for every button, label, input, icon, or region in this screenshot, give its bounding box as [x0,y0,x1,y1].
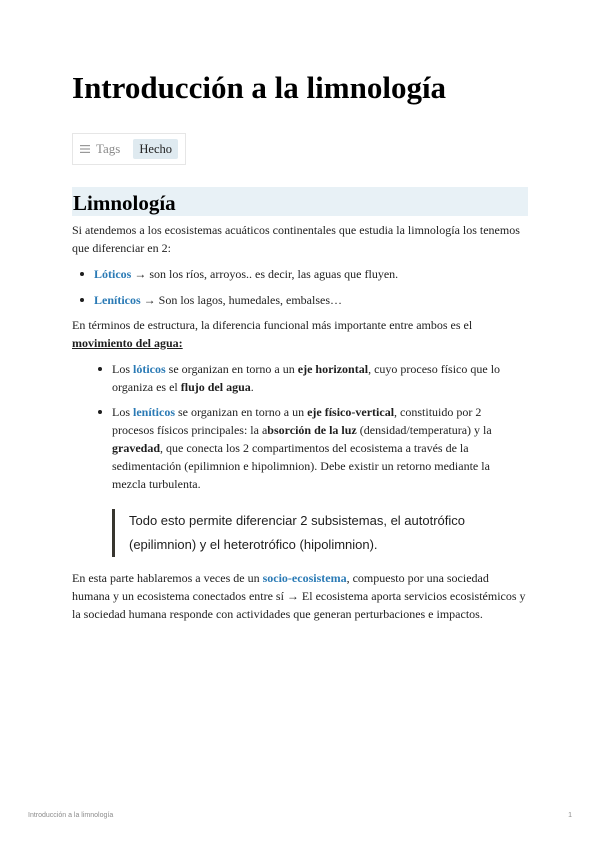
socio-ecosistema-link[interactable]: socio-ecosistema [262,571,347,585]
list-item-text: → son los ríos, arroyos.. es decir, las aguas que fluyen. [131,267,399,281]
footer-title: Introducción a la limnología [28,812,114,819]
text-fragment: , constituido por 2 procesos físicos principales: la a [112,405,482,437]
list-item [94,265,524,283]
structure-paragraph [72,316,528,352]
text-fragment: Los [112,405,133,419]
text-fragment: se organizan en torno a un [165,362,298,376]
properties-box [72,133,186,165]
underlined-text: movimiento del agua: [72,336,183,350]
bullet-dot [98,367,102,371]
text-fragment: , cuyo proceso físico que lo organiza es el [112,362,501,394]
list-item [94,291,524,309]
page-footer [28,812,572,819]
bullet-dot [98,410,102,414]
text-fragment: (densidad/temperatura) y la [356,423,492,437]
text-fragment: En esta parte hablaremos a veces de un [72,571,263,585]
bold-text: bsorción de la luz [267,423,357,437]
page-title: Introducción a la limnología [72,70,447,105]
bold-text: eje horizontal [297,362,369,376]
list-item-text: → Son los lagos, humedales, embalses… [140,293,342,307]
term-loticos: Lóticos [94,267,132,281]
term-leniticos: Leníticos [94,293,141,307]
text-fragment: Los [112,362,133,376]
section-heading: Limnología [72,187,528,216]
blockquote: Todo esto permite diferenciar 2 subsistemas, el autotrófico (epilimnion) y el heterotrófico (hipolimnion). [112,509,509,557]
tags-property[interactable] [80,141,120,157]
list-item [112,360,512,396]
bold-text: gravedad [112,441,160,455]
closing-paragraph [72,569,528,623]
text-fragment: , que conecta los 2 compartimentos del ecosistema a través de la sedimentación (epilimnion e hipolimnion). Debe existir un retorno mediante la mezcla turbulenta. [112,441,490,491]
intro-paragraph: Si atendemos a los ecosistemas acuáticos continentales que estudia la limnología los tenemos que diferenciar en 2: [72,223,520,255]
tag-badge[interactable]: Hecho [133,139,178,159]
text-fragment: . [250,380,254,394]
list-icon [80,145,90,153]
text-fragment: se organizan en torno a un [175,405,308,419]
text-fragment: , compuesto por una sociedad humana y un ecosistema conectados entre sí → El ecosistema aporta servicios ecosistémicos y la sociedad humana responde con actividades que generan perturbaciones e impactos. [72,571,526,621]
bold-text: eje físico-vertical [307,405,395,419]
page-number: 1 [568,812,572,819]
bullet-dot [80,298,84,302]
term-loticos-inline: lóticos [133,362,166,376]
tags-label: Tags [96,141,121,156]
bullet-dot [80,272,84,276]
bold-text: flujo del agua [180,380,251,394]
term-leniticos-inline: leníticos [133,405,175,419]
structure-text: En términos de estructura, la diferencia funcional más importante entre ambos es el [72,318,473,332]
list-item [112,403,512,493]
